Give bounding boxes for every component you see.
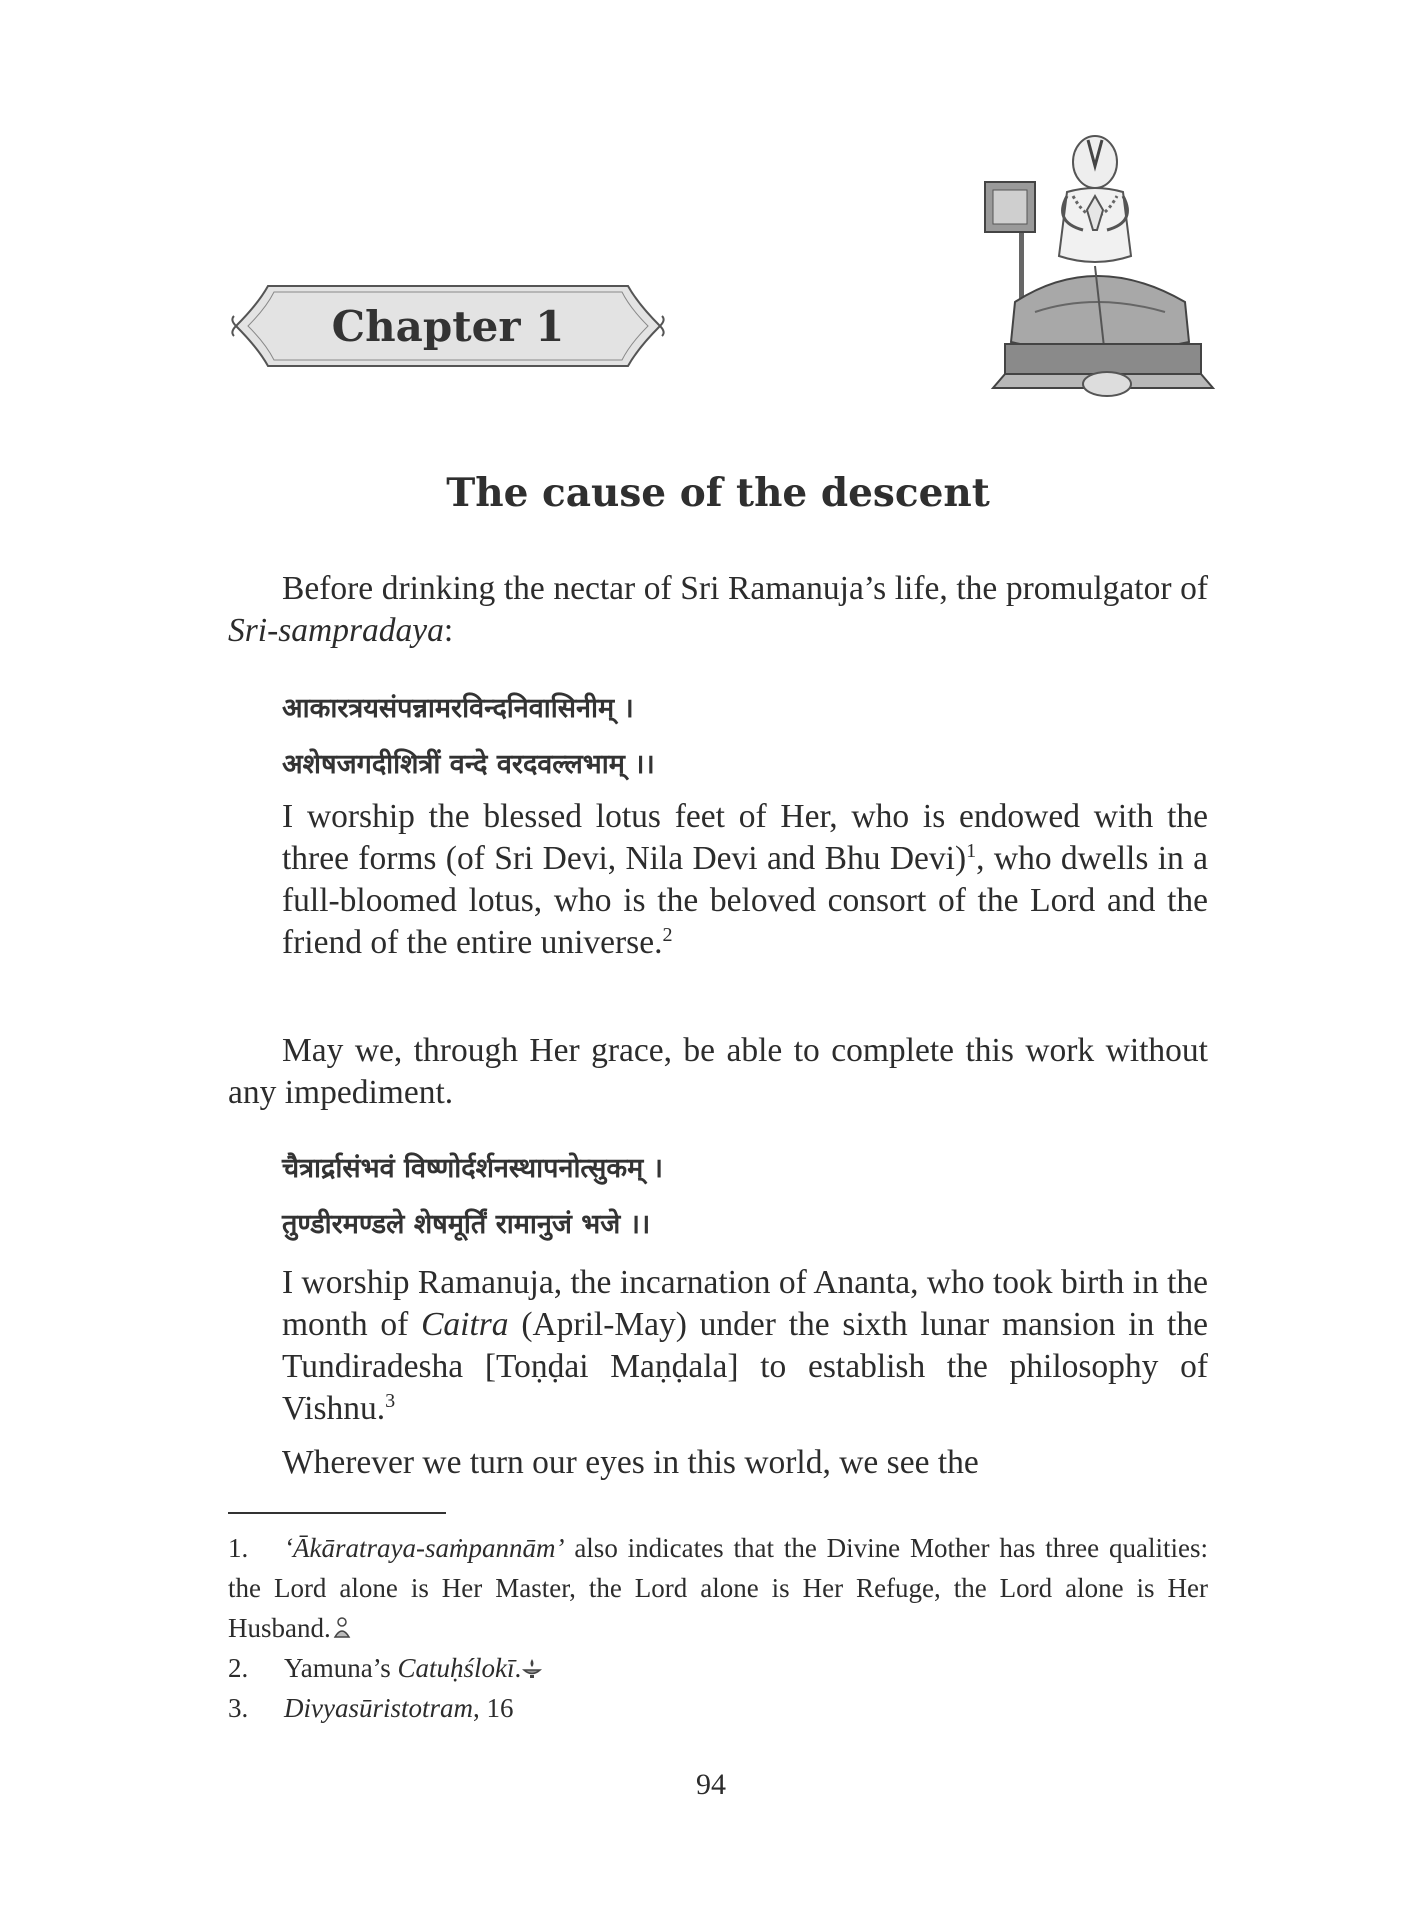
- footnote-2-end: .: [514, 1653, 522, 1683]
- seated-figure-icon: [331, 1610, 353, 1632]
- seated-saint-illustration: [975, 126, 1225, 416]
- intro-paragraph: [228, 568, 1208, 652]
- verse-2-line-1: चैत्रार्द्रासंभवं विष्णोर्दर्शनस्थापनोत्सुकम् ।: [282, 1153, 663, 1184]
- intro-text-end: :: [443, 612, 454, 649]
- verse-1-translation: [282, 796, 1208, 964]
- footnote-ref-1: 1: [966, 839, 977, 862]
- footnote-3-emphasis: Divyasūristotram: [284, 1693, 473, 1723]
- page-number: 94: [696, 1768, 726, 1801]
- footnote-2-text: Yamuna’s: [284, 1653, 398, 1683]
- intro-emphasis: Sri-sampradaya: [228, 612, 444, 649]
- translation-text-cont: , who dwells in a full-bloomed lotus, who is the beloved consort of the Lord and the friend of the entire universe.: [282, 840, 1208, 961]
- footnote-1-number: 1.: [228, 1533, 249, 1563]
- chapter-label: Chapter 1: [331, 301, 565, 351]
- footnote-1-text: also indicates that the Divine Mother has three qualities: the Lord alone is Her Master, the Lord alone is Her Refuge, the Lord alone is Her Husband.: [228, 1533, 1208, 1643]
- intro-text: Before drinking the nectar of Sri Ramanuja’s life, the promulgator of: [282, 570, 1208, 607]
- verse-2-translation: [282, 1262, 1208, 1430]
- footnote-2-number: 2.: [228, 1653, 249, 1683]
- lamp-icon: [521, 1650, 543, 1672]
- verse-2-line-2: तुण्डीरमण्डले शेषमूर्तिं रामानुजं भजे ।।: [282, 1209, 651, 1240]
- translation2-text: I worship Ramanuja, the incarnation of Ananta, who took birth in the month of: [282, 1264, 1208, 1343]
- translation2-text-cont: (April-May) under the sixth lunar mansion in the Tundiradesha [Toṇḍai Maṇḍala] to establish the philosophy of Vishnu.: [282, 1306, 1208, 1427]
- world-paragraph: Wherever we turn our eyes in this world, we see the: [282, 1444, 979, 1481]
- footnote-divider: [228, 1512, 446, 1514]
- footnote-ref-2: 2: [662, 923, 673, 946]
- translation2-emphasis: Caitra: [421, 1306, 509, 1343]
- footnote-2: [228, 1648, 1208, 1688]
- footnote-3-number: 3.: [228, 1693, 249, 1723]
- chapter-banner: [228, 276, 668, 376]
- verse-1-line-1: आकारत्रयसंपन्नामरविन्दनिवासिनीम् ।: [282, 693, 634, 724]
- grace-paragraph: May we, through Her grace, be able to complete this work without any impediment.: [228, 1032, 1208, 1111]
- footnote-2-emphasis: Catuḥślokī: [397, 1653, 515, 1683]
- verse-1-line-2: अशेषजगदीशित्रीं वन्दे वरदवल्लभाम् ।।: [282, 749, 655, 780]
- section-title: The cause of the descent: [446, 470, 990, 516]
- footnote-1-emphasis: ‘Ākāratraya-saṁpannām’: [284, 1533, 565, 1563]
- footnote-ref-3: 3: [385, 1389, 396, 1412]
- footnote-3: [228, 1688, 1208, 1728]
- translation-text: I worship the blessed lotus feet of Her, who is endowed with the three forms (of Sri Devi, Nila Devi and Bhu Devi): [282, 798, 1208, 877]
- footnote-3-end: , 16: [473, 1693, 514, 1723]
- footnote-1: [228, 1528, 1208, 1648]
